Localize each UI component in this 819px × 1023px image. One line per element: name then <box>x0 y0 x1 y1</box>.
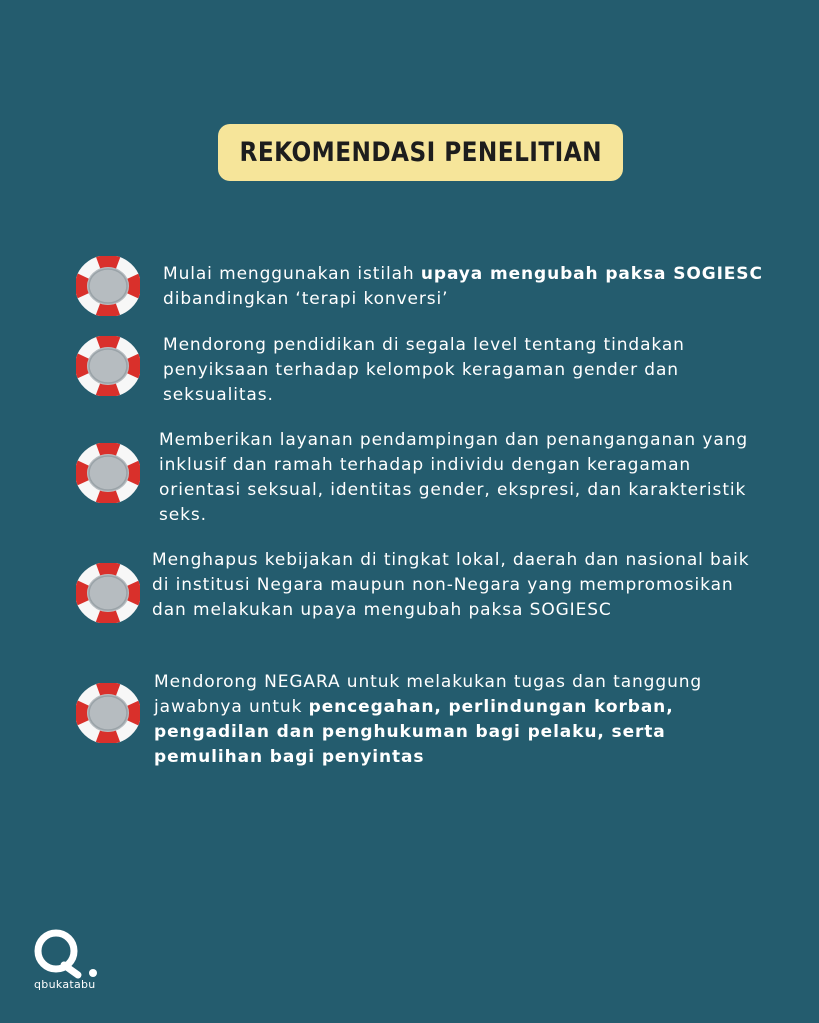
lifebuoy-icon <box>76 443 140 503</box>
text-run: Mendorong pendidikan di segala level tentang tindakan penyiksaan terhadap kelompok keragaman gender dan seksualitas. <box>163 335 685 405</box>
bold-text-run: pencegahan, perlindungan korban, pengadilan dan penghukuman bagi pelaku, serta pemulihan bagi penyintas <box>154 697 674 767</box>
bold-text-run: upaya mengubah paksa SOGIESC <box>420 264 763 284</box>
text-run: dibandingkan ‘terapi konversi’ <box>163 289 449 309</box>
recommendation-text <box>154 670 764 770</box>
recommendation-text <box>163 333 763 408</box>
text-run: Memberikan layanan pendampingan dan penanganganan yang inklusif dan ramah terhadap individu dengan keragaman orientasi seksual, identitas gender, ekspresi, dan karakteristik seks. <box>159 430 749 525</box>
text-run: Mulai menggunakan istilah <box>163 264 421 284</box>
recommendation-text <box>152 548 772 623</box>
text-run: Mendorong NEGARA untuk melakukan tugas dan tanggung jawabnya untuk <box>154 672 703 717</box>
lifebuoy-icon <box>76 683 140 743</box>
text-run: Menghapus kebijakan di tingkat lokal, daerah dan nasional baik di institusi Negara maupun non-Negara yang mempromosikan dan melakukan upaya mengubah paksa SOGIESC <box>152 550 750 620</box>
brand-name: qbukatabu <box>34 978 96 991</box>
lifebuoy-icon <box>76 336 140 396</box>
lifebuoy-icon <box>76 256 140 316</box>
title-badge <box>218 124 623 181</box>
page-title: REKOMENDASI PENELITIAN <box>239 137 602 168</box>
recommendation-text <box>159 428 769 528</box>
lifebuoy-icon <box>76 563 140 623</box>
recommendation-text <box>163 262 763 312</box>
